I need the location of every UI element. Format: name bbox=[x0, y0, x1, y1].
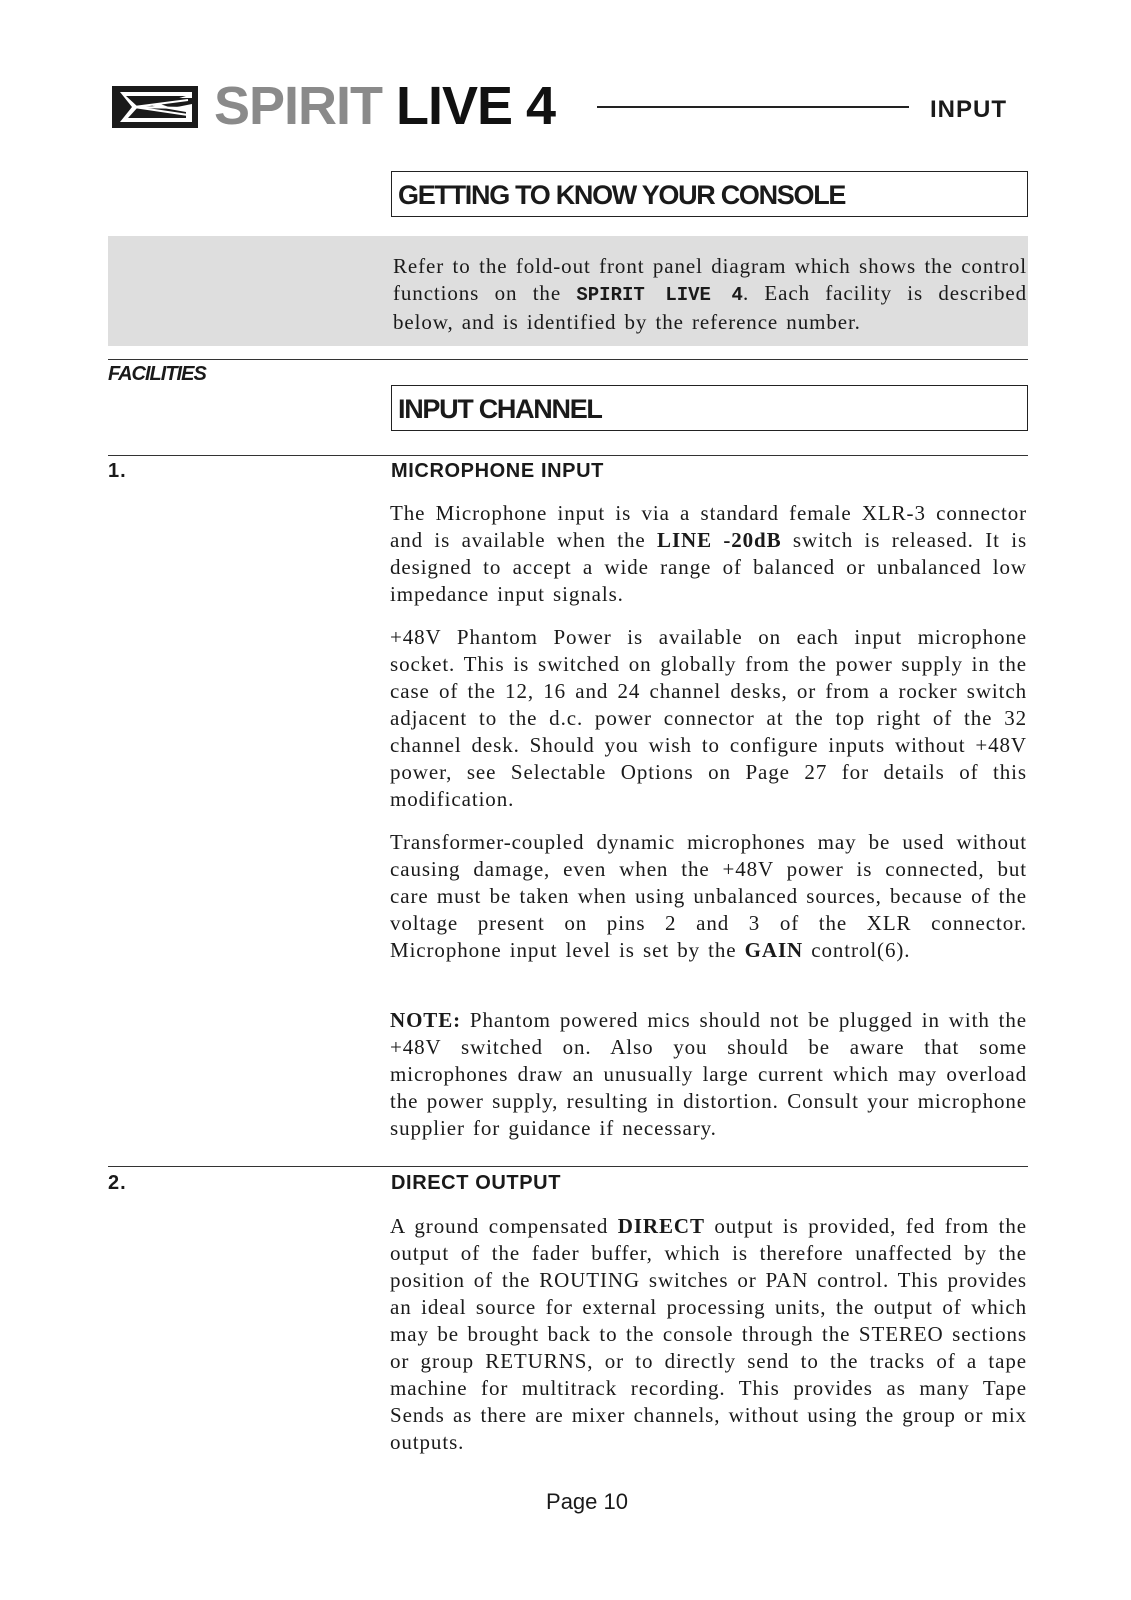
main-heading: GETTING TO KNOW YOUR CONSOLE bbox=[391, 171, 1028, 217]
paragraph: Transformer-coupled dynamic microphones may be used without causing damage, even when the +48V power is connected, but care must be taken when using unbalanced sources, because of the voltage present on pins 2 and 3 of the XLR connector. Microphone input level is set by the GAIN control(6). bbox=[390, 830, 1027, 962]
note-paragraph: NOTE: Phantom powered mics should not be plugged in with the +48V switched on. Also you should be aware that some microphones draw an unusually large current which may overload the power supply, resulting in distortion. Consult your microphone supplier for guidance if necessary. bbox=[390, 1008, 1027, 1140]
brand-spirit: SPIRIT bbox=[214, 76, 383, 136]
item-title: MICROPHONE INPUT bbox=[391, 460, 604, 482]
header-rule bbox=[597, 106, 909, 108]
paragraph: +48V Phantom Power is available on each input microphone socket. This is switched on globally from the power supply in the case of the 12, 16 and 24 channel desks, or from a rocker switch adjacent to the d.c. power connector at the top right of the 32 channel desk. Should you wish to configure inputs without +48V power, see Selectable Options on Page 27 for details of this modification. bbox=[390, 625, 1027, 811]
divider bbox=[108, 359, 1028, 360]
product-name: SPIRIT LIVE 4 bbox=[576, 284, 743, 306]
divider bbox=[108, 455, 1028, 456]
paragraph: A ground compensated DIRECT output is provided, fed from the output of the fader buffer, which is therefore unaffected by the position of the ROUTING switches or PAN control. This provides an ideal source for external processing units, the output of which may be brought back to the console through the STEREO sections or group RETURNS, or to directly send to the tracks of a tape machine for multitrack recording. This provides as many Tape Sends as there are mixer channels, without using the group or mix outputs. bbox=[390, 1214, 1027, 1454]
item-number: 1. bbox=[108, 460, 127, 482]
brand-model: LIVE 4 bbox=[396, 76, 556, 136]
facilities-label: FACILITIES bbox=[108, 363, 206, 385]
item-number: 2. bbox=[108, 1172, 127, 1194]
page-number: Page 10 bbox=[546, 1489, 628, 1514]
channel-heading: INPUT CHANNEL bbox=[391, 385, 1028, 431]
paragraph: The Microphone input is via a standard female XLR-3 connector and is available when the LINE -20dB switch is released. It is designed to accept a wide range of balanced or unbalanced low impedance input signals. bbox=[390, 501, 1028, 606]
section-tag: INPUT bbox=[930, 96, 1007, 123]
intro-paragraph: Refer to the fold-out front panel diagram which shows the control functions on the SPIRIT LIVE 4. Each facility is described below, and is identified by the reference number. bbox=[393, 254, 1027, 334]
spirit-logo-icon bbox=[112, 86, 198, 128]
brand-title bbox=[214, 74, 555, 138]
item-title: DIRECT OUTPUT bbox=[391, 1172, 562, 1194]
divider bbox=[108, 1166, 1028, 1167]
